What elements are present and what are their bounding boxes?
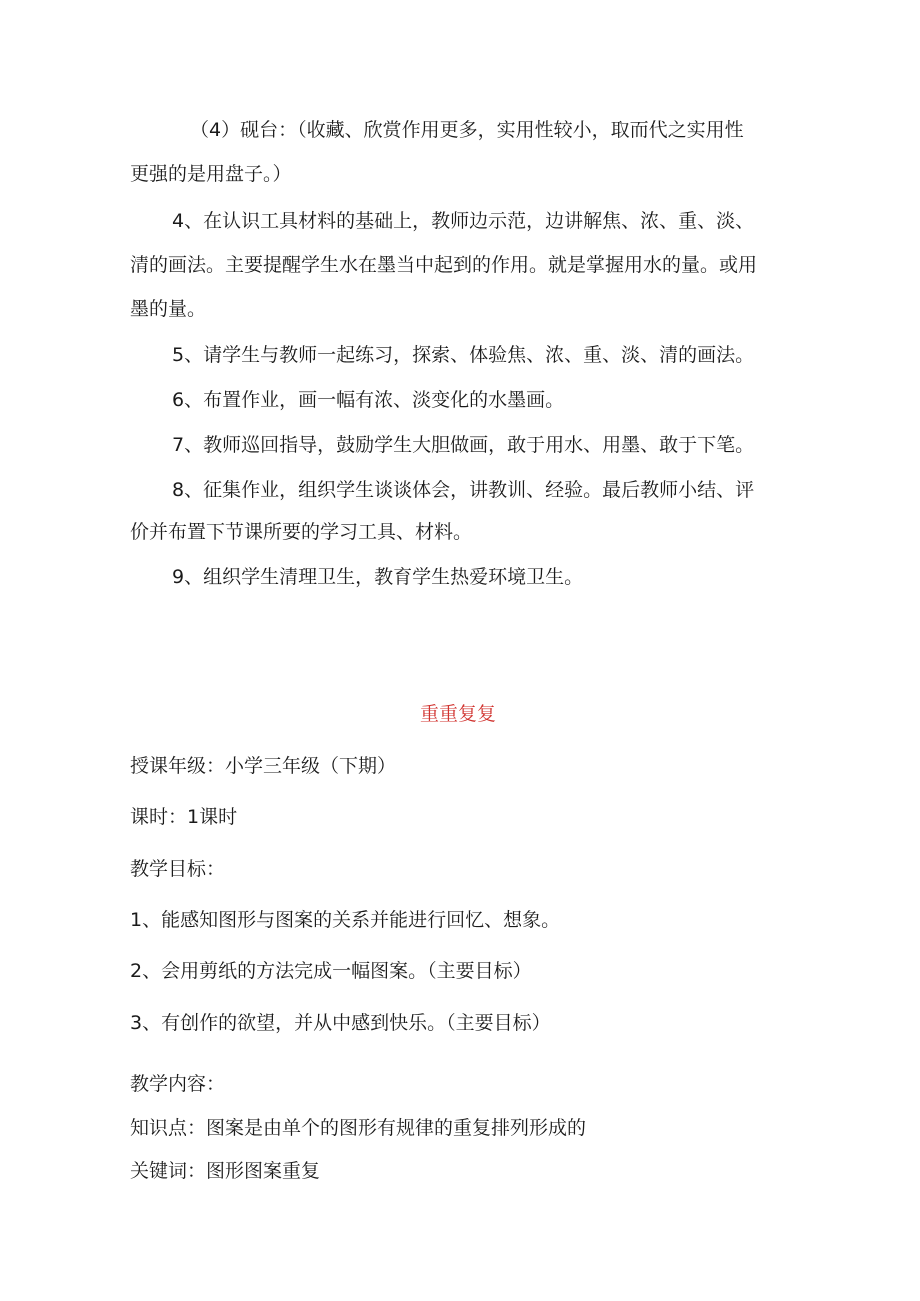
paragraph-step-7: 7、教师巡回指导，鼓励学生大胆做画，敢于用水、用墨、敢于下笔。 <box>172 434 755 456</box>
lesson-hours: 课时：1课时 <box>130 806 238 828</box>
paragraph-step-6: 6、布置作业，画一幅有浓、淡变化的水墨画。 <box>172 389 565 411</box>
paragraph-step-4-line-1: 4、在认识工具材料的基础上，教师边示范，边讲解焦、浓、重、淡、 <box>172 210 755 232</box>
paragraph-step-4-line-3: 墨的量。 <box>130 298 207 320</box>
paragraph-step-9: 9、组织学生清理卫生，教育学生热爱环境卫生。 <box>172 566 584 588</box>
paragraph-inkstone-line-2: 更强的是用盘子。） <box>130 163 292 185</box>
knowledge-point: 知识点：图案是由单个的图形有规律的重复排列形成的 <box>130 1117 587 1139</box>
teaching-content-heading: 教学内容： <box>130 1073 226 1095</box>
paragraph-inkstone-line-1: （4）砚台：（收藏、欣赏作用更多，实用性较小，取而代之实用性 <box>190 119 744 141</box>
paragraph-step-8-line-1: 8、征集作业，组织学生谈谈体会，讲教训、经验。最后教师小结、评 <box>172 479 755 501</box>
teaching-goal-2: 2、会用剪纸的方法完成一幅图案。（主要目标） <box>130 960 532 982</box>
teaching-goal-3: 3、有创作的欲望，并从中感到快乐。（主要目标） <box>130 1012 551 1034</box>
lesson-title: 重重复复 <box>420 703 497 725</box>
teaching-goal-1: 1、能感知图形与图案的关系并能进行回忆、想象。 <box>130 909 561 931</box>
keywords: 关键词：图形图案重复 <box>130 1160 321 1182</box>
paragraph-step-4-line-2: 清的画法。主要提醒学生水在墨当中起到的作用。就是掌握用水的量。或用 <box>130 254 758 276</box>
paragraph-step-5: 5、请学生与教师一起练习，探索、体验焦、浓、重、淡、清的画法。 <box>172 344 755 366</box>
teaching-goals-heading: 教学目标： <box>130 858 226 880</box>
paragraph-step-8-line-2: 价并布置下节课所要的学习工具、材料。 <box>130 521 473 543</box>
lesson-grade: 授课年级：小学三年级（下期） <box>130 755 397 777</box>
